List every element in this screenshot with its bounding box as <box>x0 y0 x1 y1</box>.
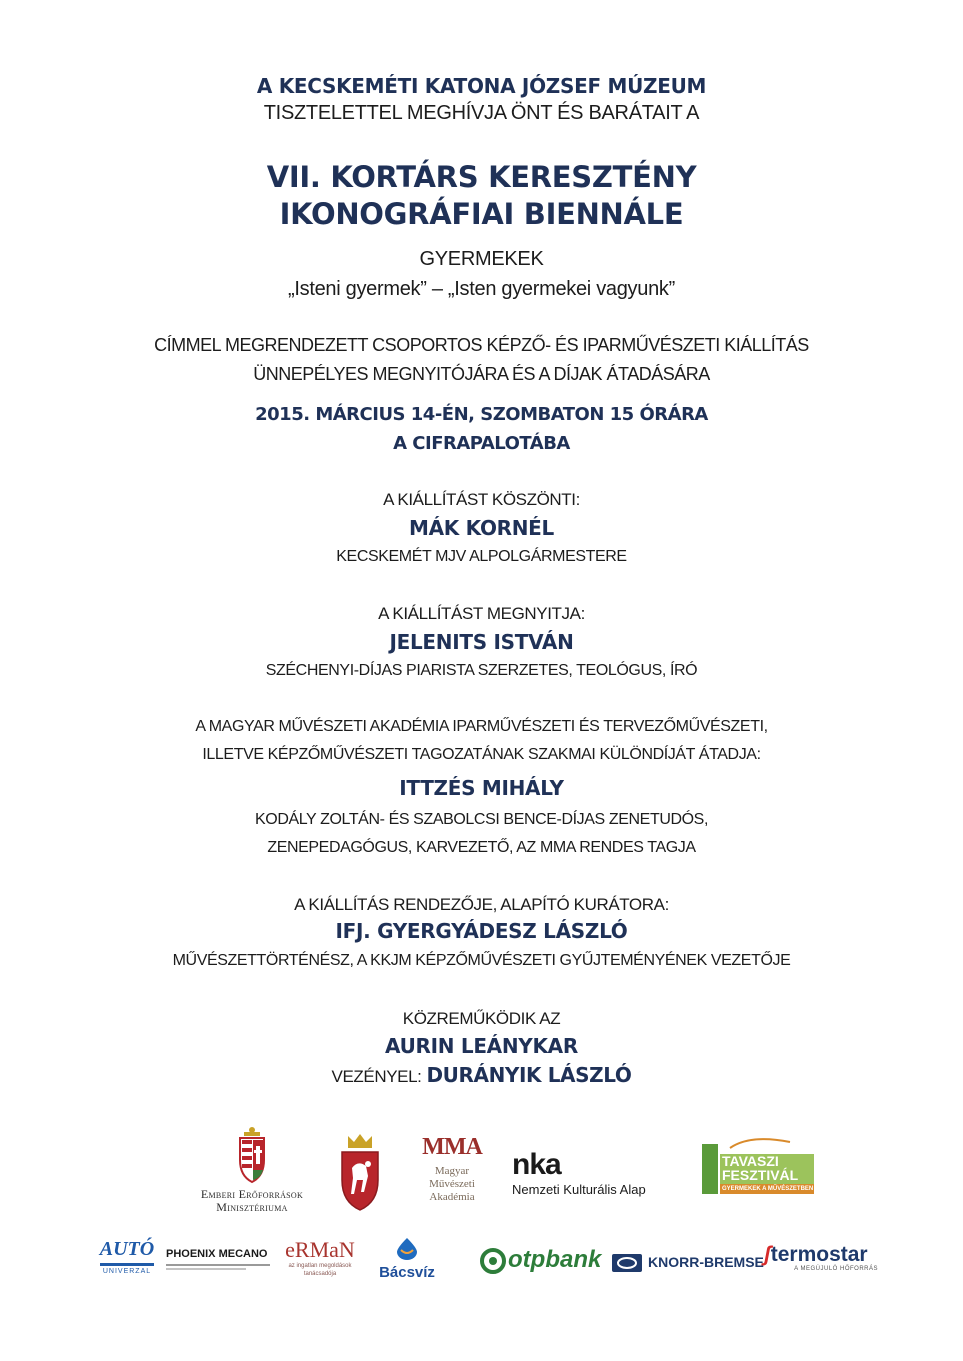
opening-label: A KIÁLLÍTÁST MEGNYITJA: <box>378 604 585 623</box>
nka-text: Nemzeti Kulturális Alap <box>512 1182 646 1197</box>
emmi-logo <box>172 1126 332 1218</box>
bacsviz-mark: Bácsvíz <box>379 1264 435 1281</box>
phoenix-mark: PHOENIX MECANO <box>166 1248 268 1260</box>
mma-mark: MMA <box>422 1134 482 1160</box>
termostar-sub: A MEGÚJULÓ HŐFORRÁS <box>794 1266 878 1272</box>
museum-name: A KECSKEMÉTI KATONA JÓZSEF MÚZEUM <box>256 74 707 98</box>
greeting-label: A KIÁLLÍTÁST KÖSZÖNTI: <box>383 490 580 509</box>
award-label-line2: ILLETVE KÉPZŐMŰVÉSZETI TAGOZATÁNAK SZAKMAI KÜLÖNDÍJÁT ÁTADJA: <box>202 746 761 763</box>
event-date: 2015. MÁRCIUS 14-ÉN, SZOMBATON 15 ÓRÁRA <box>255 404 708 425</box>
choir-label: KÖZREMŰKÖDIK AZ <box>402 1009 561 1028</box>
termostar-mark: termostar <box>770 1243 868 1266</box>
event-title-line1: VII. KORTÁRS KERESZTÉNY <box>266 160 697 194</box>
curator-role: MŰVÉSZETTÖRTÉNÉSZ, A KKJM KÉPZŐMŰVÉSZETI GYŰJTEMÉNYÉNEK VEZETŐJE <box>172 952 791 969</box>
conductor-line <box>0 1063 963 1087</box>
award-presenter-name: ITTZÉS MIHÁLY <box>399 776 564 800</box>
festival-line1: TAVASZI <box>722 1153 779 1169</box>
otp-swirl-icon <box>480 1248 506 1274</box>
auto-univerzal-logo <box>96 1238 158 1284</box>
mma-line1: Magyar <box>434 1165 470 1177</box>
city-crest-icon <box>338 1132 382 1212</box>
kecskemet-crest-logo <box>338 1132 382 1212</box>
mma-line2: Művészeti <box>429 1178 475 1190</box>
conductor-label: VEZÉNYEL: <box>331 1067 422 1086</box>
award-role-line1: KODÁLY ZOLTÁN- ÉS SZABOLCSI BENCE-DÍJAS ZENETUDÓS, <box>255 811 708 828</box>
curator-label: A KIÁLLÍTÁS RENDEZŐJE, ALAPÍTÓ KURÁTORA: <box>294 895 669 914</box>
award-label-line1: A MAGYAR MŰVÉSZETI AKADÉMIA IPARMŰVÉSZETI ÉS TERVEZŐMŰVÉSZETI, <box>195 718 768 735</box>
theme-quote: „Isteni gyermek” – „Isten gyermekei vagyunk” <box>288 278 675 300</box>
otp-mark: otpbank <box>508 1246 602 1273</box>
mma-line3: Akadémia <box>429 1191 475 1203</box>
description-line2: ÜNNEPÉLYES MEGNYITÓJÁRA ÉS A DÍJAK ÁTADÁSÁRA <box>253 364 710 384</box>
event-venue: A CIFRAPALOTÁBA <box>393 433 570 454</box>
nka-mark: nka <box>512 1148 561 1181</box>
erman-sub: az ingatlan megoldások tanácsadója <box>288 1263 352 1277</box>
emmi-line1: Emberi Erőforrások <box>200 1187 304 1201</box>
curator-name: IFJ. GYERGYÁDESZ LÁSZLÓ <box>335 919 628 943</box>
hungarian-coat-of-arms-icon <box>172 1126 332 1184</box>
nka-logo <box>512 1150 692 1200</box>
knorr-mark: KNORR-BREMSE <box>648 1254 764 1270</box>
termostar-logo <box>764 1244 878 1278</box>
knorr-emblem-icon <box>612 1254 642 1272</box>
conductor-name: DURÁNYIK LÁSZLÓ <box>426 1063 632 1087</box>
choir-name: AURIN LEÁNYKAR <box>385 1034 578 1058</box>
greeting-name: MÁK KORNÉL <box>409 516 554 540</box>
theme-label: GYERMEKEK <box>419 248 544 270</box>
event-title-line2: IKONOGRÁFIAI BIENNÁLE <box>279 197 684 231</box>
termostar-flame-icon: ʃ <box>764 1243 771 1266</box>
auto-sub: UNIVERZAL <box>102 1268 152 1275</box>
greeting-role: KECSKEMÉT MJV ALPOLGÁRMESTERE <box>336 548 627 565</box>
award-role-line2: ZENEPEDAGÓGUS, KARVEZETŐ, AZ MMA RENDES TAGJA <box>267 839 696 856</box>
opening-name: JELENITS ISTVÁN <box>389 630 574 654</box>
phoenix-mecano-logo <box>166 1248 270 1274</box>
description-line1: CÍMMEL MEGRENDEZETT CSOPORTOS KÉPZŐ- ÉS IPARMŰVÉSZETI KIÁLLÍTÁS <box>154 335 809 355</box>
bacsviz-logo <box>366 1236 448 1284</box>
festival-line2: FESZTIVÁL <box>722 1167 799 1183</box>
emmi-line2: Minisztériuma <box>216 1200 288 1214</box>
otpbank-logo <box>480 1246 602 1276</box>
knorr-bremse-logo <box>612 1252 764 1274</box>
erman-mark: eRMaN <box>285 1237 355 1262</box>
opening-role: SZÉCHENYI-DÍJAS PIARISTA SZERZETES, TEOLÓGUS, ÍRÓ <box>265 662 698 679</box>
erman-logo <box>280 1238 360 1280</box>
festival-sub: GYERMEKEK A MŰVÉSZETBEN <box>722 1186 814 1192</box>
water-drop-icon <box>366 1236 448 1260</box>
auto-mark: AUTÓ <box>99 1238 155 1260</box>
invitation-line: TISZTELETTEL MEGHÍVJA ÖNT ÉS BARÁTAIT A <box>263 102 700 124</box>
mma-logo <box>408 1134 496 1214</box>
spring-festival-logo <box>700 1136 826 1202</box>
